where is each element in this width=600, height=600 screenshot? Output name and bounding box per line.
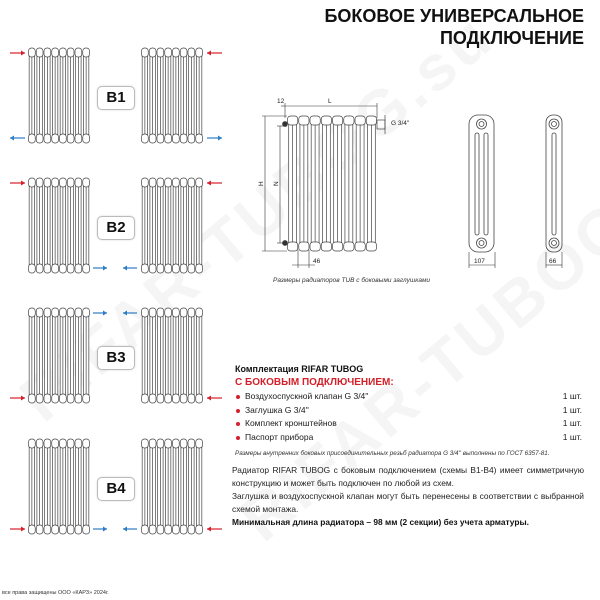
radiator-icon [29,308,90,403]
scheme-label-b1: B1 [97,86,135,110]
dim-46: 46 [313,258,321,265]
dim-L: L [328,98,332,105]
flow-arrow-icon [10,396,25,401]
scheme-label-b3: B3 [97,346,135,370]
side-view-3-column [469,115,494,252]
kit-item-name: Комплект кронштейнов [245,418,337,428]
flow-arrow-icon [123,527,137,532]
front-view [283,115,386,251]
bullet-icon [236,436,240,440]
kit-subtitle: С БОКОВЫМ ПОДКЛЮЧЕНИЕМ: [235,377,394,388]
dim-12: 12 [277,98,285,105]
flow-arrow-icon [10,527,25,532]
kit-item-name: Воздухоспускной клапан G 3/4'' [245,391,369,401]
dim-H: H [258,181,265,186]
radiator-icon [288,116,377,251]
flow-arrow-icon [93,527,107,532]
kit-item [235,390,585,404]
scheme-label-b4: B4 [97,477,135,501]
description-p2: Заглушка и воздухоспускной клапан могут быть перенесены в соответствии с выбранной схемой монтажа. [232,491,584,514]
kit-title: Комплектация RIFAR TUBOG [235,364,364,374]
kit-item-qty: 1 шт. [562,418,582,428]
kit-section [235,364,585,457]
radiator-icon [29,439,90,534]
kit-item [235,404,585,418]
kit-item-name: Заглушка G 3/4'' [245,404,309,415]
kit-item [235,417,585,431]
flow-arrow-icon [207,527,222,532]
flow-arrow-icon [207,396,222,401]
drawing-caption: Размеры радиаторов TUB с боковыми заглушками [273,277,431,284]
description [232,464,584,529]
dim-G: G 3/4'' [391,120,410,127]
flow-arrow-icon [93,311,107,316]
dim-N: N [273,181,280,186]
description-p3: Минимальная длина радиатора – 98 мм (2 секции) без учета арматуры. [232,517,529,527]
bullet-icon [236,395,240,399]
radiator-icon [142,439,203,534]
side-view-2-column [546,115,562,252]
kit-item-qty: 1 шт. [562,431,582,442]
description-p1: Радиатор RIFAR TUBOG с боковым подключением (схемы B1-B4) имеет симметричную конструкцию и может быть подключен по любой из схем. [232,465,584,488]
kit-note: Размеры внутренних боковых присоединительных резьб радиатора G 3/4'' выполнены по ГОСТ 6357-81. [235,450,550,457]
bullet-icon [236,409,240,413]
radiator-icon [142,308,203,403]
dim-107: 107 [474,258,485,265]
kit-item-name: Паспорт прибора [245,431,314,442]
kit-item [235,431,585,445]
dim-66: 66 [549,258,557,265]
copyright-footer: все права защищены ООО «КАРЗ» 2024г. [2,590,109,596]
bullet-icon [236,422,240,426]
flow-arrow-icon [123,311,137,316]
title-line-1: БОКОВОЕ УНИВЕРСАЛЬНОЕ [324,6,584,26]
kit-item-qty: 1 шт. [562,391,582,401]
kit-item-qty: 1 шт. [562,404,582,415]
scheme-label-b2: B2 [97,216,135,240]
title-line-2: ПОДКЛЮЧЕНИЕ [439,28,584,48]
